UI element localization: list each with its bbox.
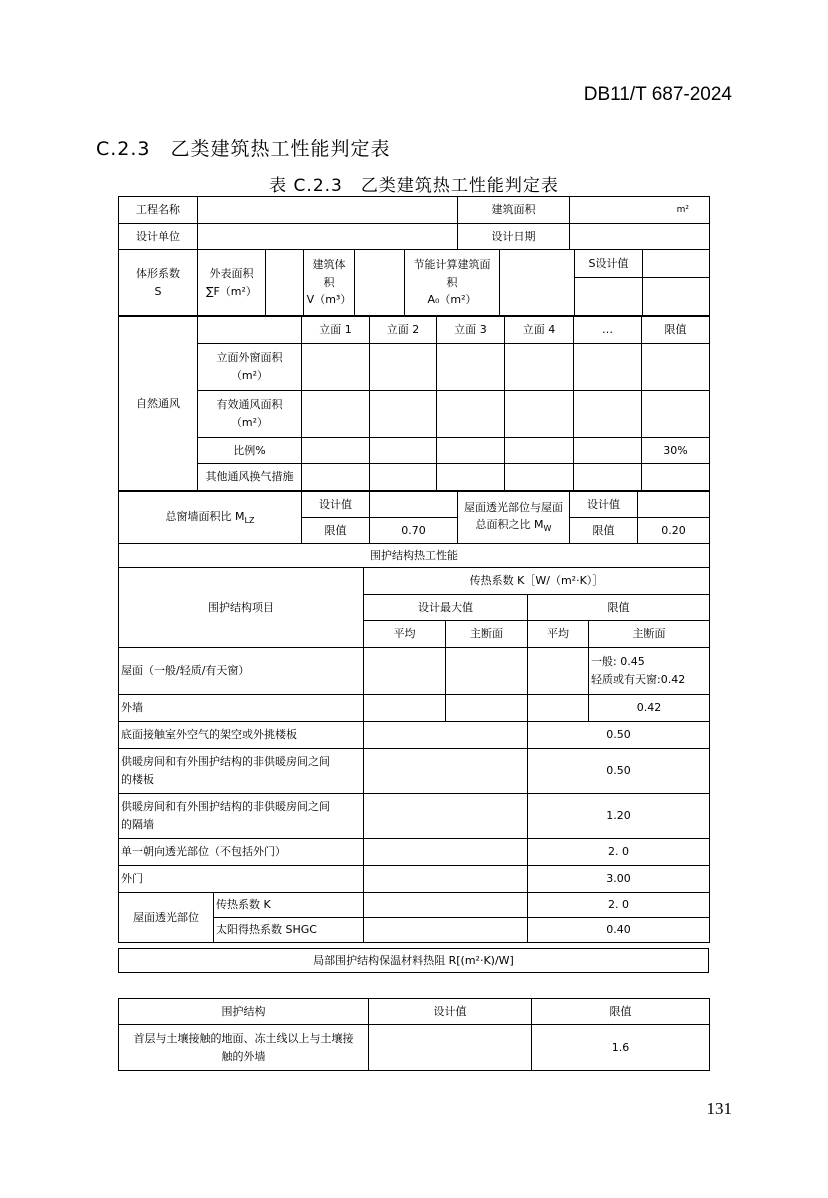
floor-unheated-design[interactable]	[364, 749, 528, 794]
mlz-label	[119, 492, 302, 544]
shape-coefficient-label	[119, 250, 198, 316]
mw-label	[458, 492, 570, 544]
k-header: 传热系数 K［W/（m²·K）］	[364, 568, 710, 595]
cell[interactable]	[437, 344, 505, 391]
ground-contact-line2: 触的外墙	[221, 1049, 266, 1063]
ground-contact-line1: 首层与土壤接触的地面、冻土线以上与土壤接	[133, 1031, 354, 1045]
ext-wall-design-main[interactable]	[446, 695, 528, 722]
roof-design-avg[interactable]	[364, 648, 446, 695]
ext-wall-limit-avg[interactable]	[528, 695, 589, 722]
mlz-subscript: LZ	[244, 515, 255, 525]
shape-coef-line1: 体形系数	[136, 266, 180, 280]
shape-coef-line2: S	[154, 284, 162, 298]
cell[interactable]	[302, 391, 370, 438]
cell[interactable]	[505, 438, 574, 464]
door-design[interactable]	[364, 866, 528, 893]
floor-unheated-limit: 0.50	[528, 749, 710, 794]
section-heading: C.2.3 乙类建筑热工性能判定表	[96, 138, 391, 160]
surface-area-value[interactable]	[266, 250, 304, 316]
natural-ventilation-table	[118, 316, 710, 491]
ground-contact-label	[119, 1025, 369, 1071]
local-col-envelope: 围护结构	[119, 999, 369, 1025]
cell[interactable]	[574, 438, 642, 464]
mlz-design-value[interactable]	[370, 492, 458, 518]
local-col-limit: 限值	[532, 999, 710, 1025]
s-design-empty-1[interactable]	[575, 278, 643, 316]
roof-limit-main	[589, 648, 710, 695]
mw-design-label: 设计值	[570, 492, 638, 518]
skylight-shgc-limit: 0.40	[528, 918, 710, 943]
vent-header-blank	[198, 317, 302, 344]
vent-header-facade-3: 立面 3	[437, 317, 505, 344]
design-unit-label: 设计单位	[119, 224, 198, 250]
vent-header-limit: 限值	[642, 317, 710, 344]
skylight-k-label: 传热系数 K	[214, 893, 364, 918]
natural-ventilation-label: 自然通风	[119, 317, 198, 491]
mw-subscript: W	[543, 524, 552, 534]
mlz-design-label: 设计值	[302, 492, 370, 518]
skylight-label: 屋面透光部位	[119, 893, 214, 943]
cell[interactable]	[574, 391, 642, 438]
door-limit: 3.00	[528, 866, 710, 893]
volume-label	[304, 250, 355, 316]
energy-line3: A₀（m²）	[427, 293, 477, 307]
volume-line2: 积	[323, 275, 335, 289]
wall-unheated-limit: 1.20	[528, 794, 710, 839]
local-insulation-title: 局部围护结构保温材料热阻 R[(m²·K)/W]	[119, 949, 709, 973]
floor-air-label: 底面接触室外空气的架空或外挑楼板	[119, 722, 364, 749]
mw-line2: 总面积之比 M	[475, 518, 544, 532]
skylight-k-design[interactable]	[364, 893, 528, 918]
mw-line1: 屋面透光部位与屋面	[464, 500, 563, 514]
design-unit-value[interactable]	[198, 224, 458, 250]
window-area-label	[198, 344, 302, 391]
mw-limit-label: 限值	[570, 518, 638, 544]
ext-wall-limit: 0.42	[589, 695, 710, 722]
window-label: 单一朝向透光部位（不包括外门）	[119, 839, 364, 866]
cell[interactable]	[505, 344, 574, 391]
volume-value[interactable]	[355, 250, 405, 316]
ratio-limit: 30%	[642, 438, 710, 464]
roof-limit-line1: 一般: 0.45	[591, 655, 645, 669]
energy-line1: 节能计算建筑面	[413, 258, 491, 272]
mw-limit-value: 0.20	[638, 518, 710, 544]
vent-header-facade-4: 立面 4	[505, 317, 574, 344]
roof-limit-avg[interactable]	[528, 648, 589, 695]
cell[interactable]	[302, 464, 370, 491]
building-area-label: 建筑面积	[458, 197, 570, 224]
window-design[interactable]	[364, 839, 528, 866]
s-design-empty-2[interactable]	[643, 278, 710, 316]
table-title: 表 C.2.3 乙类建筑热工性能判定表	[269, 176, 559, 196]
limit-header: 限值	[528, 595, 710, 621]
skylight-shgc-label: 太阳得热系数 SHGC	[214, 918, 364, 943]
ext-wall-label: 外墙	[119, 695, 364, 722]
skylight-k-limit: 2. 0	[528, 893, 710, 918]
floor-unheated-line1: 供暖房间和有外围护结构的非供暖房间之间	[121, 755, 330, 769]
design-main-header: 主断面	[446, 621, 528, 648]
surface-line2: ∑F（m²）	[206, 284, 257, 298]
wall-unheated-design[interactable]	[364, 794, 528, 839]
envelope-title: 围护结构热工性能	[119, 544, 710, 568]
s-design-value[interactable]	[643, 250, 710, 278]
floor-air-design[interactable]	[364, 722, 528, 749]
cell[interactable]	[437, 464, 505, 491]
cell[interactable]	[642, 391, 710, 438]
local-insulation-title-table	[118, 948, 709, 973]
s-design-label: S设计值	[575, 250, 643, 278]
volume-line1: 建筑体	[312, 258, 346, 272]
window-area-line1: 立面外窗面积	[216, 351, 283, 365]
cell[interactable]	[505, 464, 574, 491]
vent-header-ellipsis: …	[574, 317, 642, 344]
design-date-label: 设计日期	[458, 224, 570, 250]
surface-line1: 外表面积	[209, 266, 254, 280]
design-max-header: 设计最大值	[364, 595, 528, 621]
design-avg-header: 平均	[364, 621, 446, 648]
vent-area-label	[198, 391, 302, 438]
vent-area-line1: 有效通风面积	[216, 398, 283, 412]
energy-area-label	[405, 250, 500, 316]
other-vent-label: 其他通风换气措施	[198, 464, 302, 491]
wall-unheated-label	[119, 794, 364, 839]
mlz-text: 总窗墙面积比 M	[165, 509, 245, 523]
roof-label: 屋面（一般/轻质/有天窗）	[119, 648, 364, 695]
wall-unheated-line1: 供暖房间和有外围护结构的非供暖房间之间	[121, 800, 330, 814]
window-wall-ratio-table	[118, 491, 710, 544]
cell[interactable]	[574, 464, 642, 491]
roof-limit-line2: 轻质或有天窗:0.42	[591, 673, 686, 686]
building-area-value[interactable]: m²	[570, 197, 710, 224]
mlz-limit-value: 0.70	[370, 518, 458, 544]
cell[interactable]	[437, 391, 505, 438]
window-limit: 2. 0	[528, 839, 710, 866]
floor-air-limit: 0.50	[528, 722, 710, 749]
floor-unheated-line2: 的楼板	[121, 773, 154, 786]
page-number: 131	[706, 1099, 732, 1118]
design-date-value[interactable]	[570, 224, 710, 250]
door-label: 外门	[119, 866, 364, 893]
envelope-item-header: 围护结构项目	[119, 568, 364, 648]
cell[interactable]	[437, 438, 505, 464]
ground-contact-design[interactable]	[369, 1025, 532, 1071]
limit-main-header: 主断面	[589, 621, 710, 648]
local-col-design: 设计值	[369, 999, 532, 1025]
cell[interactable]	[370, 391, 437, 438]
cell[interactable]	[370, 344, 437, 391]
cell[interactable]	[370, 438, 437, 464]
floor-unheated-label	[119, 749, 364, 794]
energy-line2: 积	[446, 275, 458, 289]
cell[interactable]	[302, 438, 370, 464]
vent-header-facade-1: 立面 1	[302, 317, 370, 344]
standard-number: DB11/T 687-2024	[583, 84, 732, 105]
project-name-value[interactable]	[198, 197, 458, 224]
volume-line3: V（m³）	[306, 293, 352, 307]
shape-coefficient-table	[118, 249, 710, 316]
project-name-label: 工程名称	[119, 197, 198, 224]
wall-unheated-line2: 的隔墙	[121, 818, 154, 831]
cell[interactable]	[370, 464, 437, 491]
mw-design-value[interactable]	[638, 492, 710, 518]
cell[interactable]	[505, 391, 574, 438]
cell[interactable]	[302, 344, 370, 391]
ratio-label: 比例%	[198, 438, 302, 464]
mlz-limit-label: 限值	[302, 518, 370, 544]
local-insulation-table	[118, 998, 710, 1071]
ext-wall-design-avg[interactable]	[364, 695, 446, 722]
vent-area-line2: （m²）	[230, 416, 269, 429]
cell[interactable]	[642, 464, 710, 491]
vent-header-facade-2: 立面 2	[370, 317, 437, 344]
cell[interactable]	[574, 344, 642, 391]
window-area-line2: （m²）	[230, 369, 269, 382]
ground-contact-limit: 1.6	[532, 1025, 710, 1071]
skylight-shgc-design[interactable]	[364, 918, 528, 943]
limit-avg-header: 平均	[528, 621, 589, 648]
roof-design-main[interactable]	[446, 648, 528, 695]
cell[interactable]	[642, 344, 710, 391]
surface-area-label	[198, 250, 266, 316]
project-info-table	[118, 196, 710, 250]
envelope-thermal-table	[118, 543, 710, 943]
energy-area-value[interactable]	[500, 250, 575, 316]
